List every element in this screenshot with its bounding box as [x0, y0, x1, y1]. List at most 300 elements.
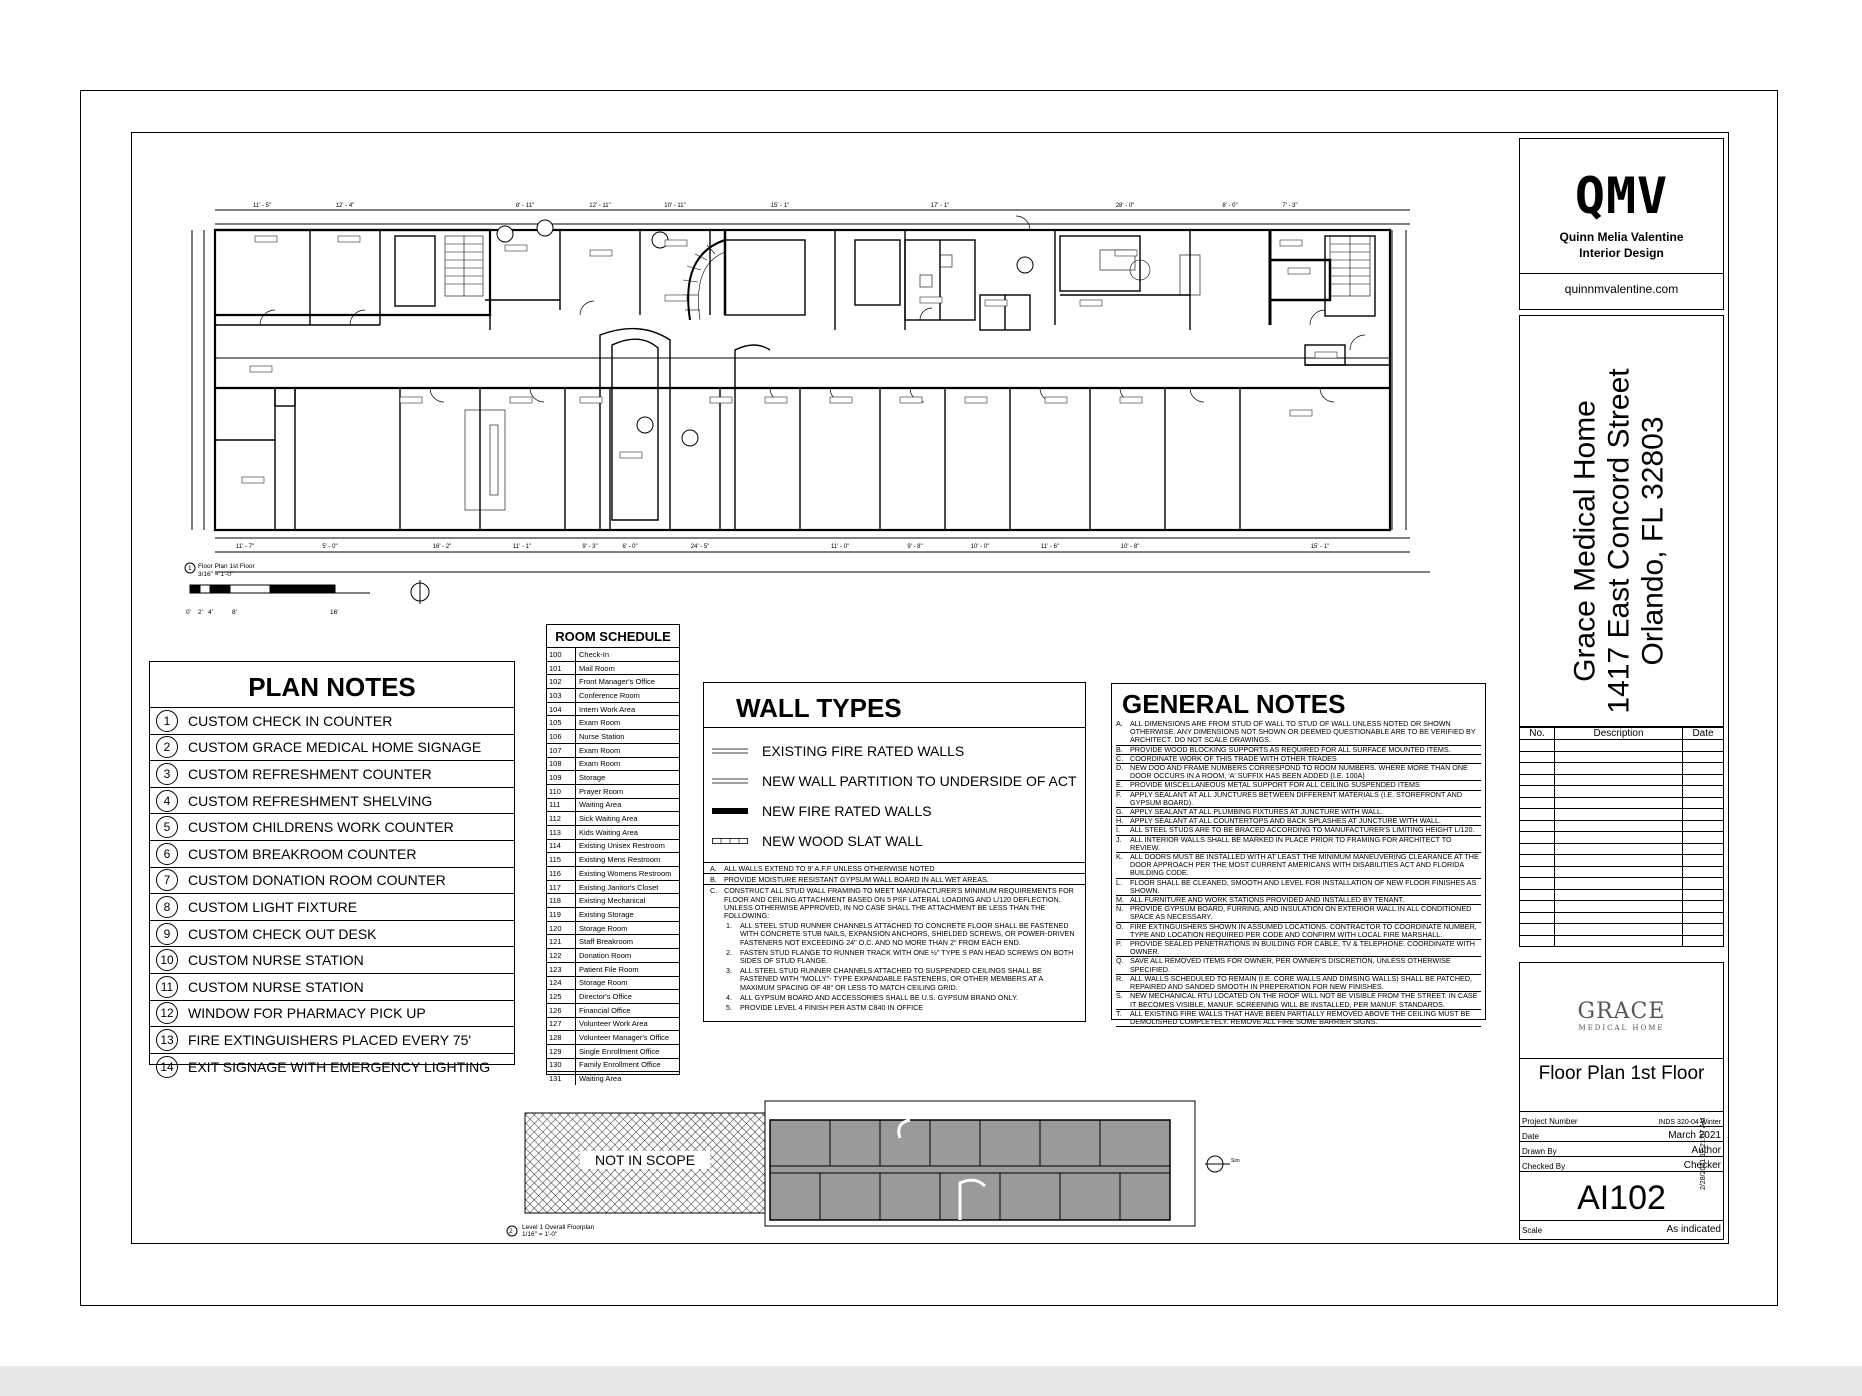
plan-note-row [150, 707, 514, 734]
general-note-letter: N. [1116, 904, 1124, 914]
general-note-text: FLOOR SHALL BE CLEANED, SMOOTH AND LEVEL FOR INSTALLATION OF NEW FLOOR FINISHES AS SHOWN. [1130, 877, 1477, 895]
general-note-text: PROVIDE GYPSUM BOARD, FURRING, AND INSULATION ON EXTERIOR WALL IN ALL CONDITIONED SPACE AS NECESSARY. [1130, 904, 1472, 922]
general-note [1116, 905, 1481, 922]
plan-note-number-icon: 9 [156, 923, 178, 945]
general-note-letter: H. [1116, 816, 1124, 826]
room-number: 130 [547, 1059, 576, 1072]
svg-text:16' - 2": 16' - 2" [432, 544, 452, 550]
floor-plan-1st-floor [180, 200, 1430, 620]
revision-row [1520, 832, 1724, 844]
general-note-text: APPLY SEALANT AT ALL COUNTERTOPS AND BACK SPLASHES AT JUNCTURE WITH WALL. [1130, 816, 1442, 826]
general-note-letter: A. [1116, 719, 1123, 728]
room-name: Staff Breakroom [579, 937, 634, 947]
wall-note-text: PROVIDE MOISTURE RESISTANT GYPSUM WALL BOARD IN ALL WET AREAS. [724, 875, 989, 885]
svg-text:10' - 11": 10' - 11" [664, 203, 686, 209]
svg-text:11' - 7": 11' - 7" [235, 544, 255, 550]
firm-logo: QMV [1574, 167, 1669, 225]
svg-text:7' - 3": 7' - 3" [1282, 203, 1298, 209]
room-schedule-row [547, 1071, 679, 1085]
general-note-letter: D. [1116, 763, 1124, 773]
revision-row [1520, 740, 1724, 752]
exterior-wall-west-top [215, 230, 490, 315]
wall-symbol-solid [712, 807, 748, 815]
plan-note-row [150, 1026, 514, 1053]
room-name: Donation Room [579, 950, 632, 960]
room-name: Existing Mens Restroom [579, 855, 661, 865]
svg-text:1: 1 [188, 565, 192, 572]
room-number: 124 [547, 977, 576, 990]
client-logo: GRACE [1577, 999, 1666, 1024]
general-note-letter: J. [1116, 834, 1122, 844]
room-number: 127 [547, 1018, 576, 1031]
wall-symbol-thin [712, 747, 748, 755]
room-name: Storage Room [579, 923, 628, 933]
svg-text:12' - 4": 12' - 4" [335, 203, 355, 209]
plan-note-text: CUSTOM GRACE MEDICAL HOME SIGNAGE [188, 739, 482, 756]
wall-note-letter: 2. [726, 947, 732, 957]
svg-text:3/16" = 1'-0": 3/16" = 1'-0" [198, 571, 234, 578]
sheet-info-block [1519, 1058, 1724, 1240]
plan-note-number-icon: 7 [156, 869, 178, 891]
firm-name-line2: Interior Design [1579, 246, 1664, 260]
general-note-text: ALL INTERIOR WALLS SHALL BE MARKED IN PLACE PRIOR TO FRAMING FOR ARCHITECT TO REVIEW. [1130, 834, 1452, 852]
room-schedule-row [547, 1058, 679, 1072]
room-schedule-row [547, 811, 679, 825]
general-note-letter: O. [1116, 921, 1124, 931]
room-number: 119 [547, 908, 576, 921]
plan-note-row [150, 787, 514, 814]
room-number: 107 [547, 744, 576, 757]
room-number: 126 [547, 1004, 576, 1017]
firm-website-row [1520, 273, 1723, 304]
room-schedule-row [547, 798, 679, 812]
room-schedule-row [547, 661, 679, 675]
plan-note-row [150, 946, 514, 973]
wall-note-letter: 1. [726, 921, 732, 931]
wall-note-letter: A. [710, 864, 717, 873]
general-note-letter: B. [1116, 744, 1123, 754]
svg-text:28' - 0": 28' - 0" [1115, 203, 1135, 209]
general-note-text: PROVIDE MISCELLANEOUS METAL SUPPORT FOR ALL CEILING SUSPENDED ITEMS [1130, 780, 1420, 790]
plan-note-number-icon: 13 [156, 1029, 178, 1051]
room-name: Existing Storage [579, 909, 634, 919]
wall-types-box [703, 682, 1086, 1022]
room-number: 111 [547, 799, 576, 812]
general-note-letter: F. [1116, 789, 1122, 799]
plan-note-number-icon: 10 [156, 949, 178, 971]
plan-note-number-icon: 6 [156, 843, 178, 865]
room-name: Volunteer Manager's Office [579, 1033, 670, 1043]
room-number: 101 [547, 662, 576, 675]
general-notes-title: GENERAL NOTES [1122, 689, 1346, 719]
wall-type-notes [704, 863, 1085, 1012]
wall-type-existing-fire-rated: EXISTING FIRE RATED WALLS [704, 736, 1085, 766]
wall-note-text: ALL STEEL STUD RUNNER CHANNELS ATTACHED TO CONCRETE FLOOR SHALL BE FASTENED WITH CONCRETE STUB NAILS, EXPANSION ANCHORS, SHIELDED SCREWS, OR POWER-DRIVEN FASTENERS NOT EXCEEDING 24" O.C. AND NO MORE THAN 2" FROM EACH END. [740, 921, 1075, 947]
room-number: 129 [547, 1045, 576, 1058]
general-note-text: FIRE EXTINGUISHERS SHOWN IN ASSUMED LOCATIONS. CONTRACTOR TO COORDINATE NUMBER, TYPE AND LOCATION REQUIRED PER CODE AND CONFIRM WITH LOCAL FIRE MARSHALL. [1130, 921, 1477, 939]
room-schedule-row [547, 770, 679, 784]
rev-header-date: Date [1683, 728, 1724, 740]
section-marker-ai002 [497, 226, 513, 242]
room-schedule-row [547, 688, 679, 702]
plan-note-number-icon: 4 [156, 790, 178, 812]
wall-note-text: ALL GYPSUM BOARD AND ACCESSORIES SHALL BE U.S. GYPSUM BRAND ONLY. [740, 992, 1018, 1002]
room-schedule-title: ROOM SCHEDULE [555, 629, 671, 644]
overall-plan-label: Level 1 Overall Floorplan [522, 1224, 595, 1231]
room-number: 109 [547, 771, 576, 784]
floor-plan-label: Floor Plan 1st Floor [198, 563, 255, 570]
room-schedule-row [547, 825, 679, 839]
general-note-letter: C. [1116, 753, 1124, 763]
room-schedule-row [547, 757, 679, 771]
general-note-text: PROVIDE WOOD BLOCKING SUPPORTS AS REQUIRED FOR ALL SURFACE MOUNTED ITEMS. [1130, 744, 1451, 754]
room-name: Sick Waiting Area [579, 814, 638, 824]
plan-note-text: FIRE EXTINGUISHERS PLACED EVERY 75' [188, 1031, 472, 1048]
room-name: Family Enrollment Office [579, 1060, 661, 1070]
general-note-text: ALL DOORS MUST BE INSTALLED WITH AT LEAST THE MINIMUM MANEUVERING CLEARANCE AT THE DOOR APPROACH PER THE MOST CURRENT AMERICANS WITH DISABILITIES ACT AND FLORIDA BUILDING CODE. [1130, 852, 1479, 878]
general-note-text: PROVIDE SEALED PENETRATIONS IN BUILDING FOR CABLE, TV & TELEPHONE. COORDINATE WITH OWNER. [1130, 939, 1475, 957]
plan-note-number-icon: 14 [156, 1056, 178, 1078]
room-number: 131 [547, 1072, 576, 1085]
room-schedule-row [547, 647, 679, 661]
revision-row [1520, 878, 1724, 890]
room-number: 115 [547, 853, 576, 866]
revision-row [1520, 855, 1724, 867]
wall-note-text: CONSTRUCT ALL STUD WALL FRAMING TO MEET MANUFACTURER'S MINIMUM REQUIREMENTS FOR FLOOR AND CEILING ATTACHMENT BASED ON 5 PSF LATERAL LOADING AND L/120 DEFLECTION. UNLESS OTHERWISE APPROVED, IN NO CASE SHALL THE ATTACHMENT BE LESS THAN THE FOLLOWING: [724, 886, 1074, 921]
general-note-letter: E. [1116, 780, 1123, 790]
room-number: 118 [547, 894, 576, 907]
room-name: Front Manager's Office [579, 677, 655, 687]
not-in-scope-label: NOT IN SCOPE [594, 1152, 696, 1168]
room-name: Existing Mechanical [579, 896, 646, 906]
general-note-letter: L. [1116, 877, 1122, 887]
room-number: 105 [547, 716, 576, 729]
plan-note-text: CUSTOM NURSE STATION [188, 952, 364, 969]
room-name: Existing Janitor's Closet [579, 882, 659, 892]
plan-note-text: WINDOW FOR PHARMACY PICK UP [188, 1005, 426, 1022]
svg-text:12' - 11": 12' - 11" [589, 203, 611, 209]
plan-notes-box [149, 661, 515, 1075]
wall-note-text: ALL WALLS EXTEND TO 9' A.F.F UNLESS OTHERWISE NOTED [724, 864, 935, 873]
project-name-vertical [1569, 368, 1671, 713]
viewer-bottom-strip [0, 1366, 1862, 1396]
room-name: Existing Unisex Restroom [579, 841, 665, 851]
plan-note-row [150, 920, 514, 947]
svg-text:16': 16' [330, 609, 339, 616]
svg-text:11' - 1": 11' - 1" [512, 544, 532, 550]
room-name: Conference Room [579, 690, 640, 700]
room-schedule-row [547, 1003, 679, 1017]
general-note-text: ALL STEEL STUDS ARE TO BE BRACED ACCORDING TO MANUFACTURER'S LIMITING HEIGHT L/120. [1130, 825, 1475, 835]
svg-text:15' - 1": 15' - 1" [770, 203, 790, 209]
wall-note-letter: B. [710, 875, 717, 885]
room-number: 116 [547, 867, 576, 880]
general-note [1116, 764, 1481, 781]
wall-note [704, 874, 1085, 885]
plan-note-text: CUSTOM BREAKROOM COUNTER [188, 845, 417, 862]
general-note-letter: M. [1116, 895, 1124, 905]
room-number: 103 [547, 689, 576, 702]
general-note [1116, 720, 1481, 746]
room-schedule-row [547, 1030, 679, 1044]
wall-note-text: PROVIDE LEVEL 4 FINISH PER ASTM C840 IN OFFICE [740, 1003, 924, 1013]
scale-row: Scale As indicated [1522, 1224, 1721, 1235]
plan-note-row [150, 1053, 514, 1080]
plan-note-text: EXIT SIGNAGE WITH EMERGENCY LIGHTING [188, 1058, 491, 1075]
plan-note-text: CUSTOM REFRESHMENT COUNTER [188, 765, 432, 782]
project-name: Grace Medical Home [1569, 400, 1602, 682]
room-number: 121 [547, 935, 576, 948]
svg-text:11' - 6": 11' - 6" [1040, 544, 1060, 550]
wall-note [704, 885, 1085, 920]
plan-note-row [150, 973, 514, 1000]
room-name: Volunteer Work Area [579, 1019, 648, 1029]
room-schedule-row [547, 702, 679, 716]
room-number: 128 [547, 1031, 576, 1044]
revisions-rows [1520, 740, 1724, 947]
svg-text:4': 4' [208, 609, 213, 616]
svg-text:10' - 0": 10' - 0" [970, 544, 990, 550]
general-note-text: COORDINATE WORK OF THIS TRADE WITH OTHER TRADES [1130, 753, 1337, 763]
wall-note-letter: 4. [726, 992, 732, 1002]
rev-header-description: Description [1555, 728, 1683, 740]
plan-note-row [150, 867, 514, 894]
room-number: 110 [547, 785, 576, 798]
svg-text:2': 2' [198, 609, 203, 616]
room-number: 112 [547, 812, 576, 825]
room-number: 117 [547, 881, 576, 894]
room-name: Exam Room [579, 718, 621, 728]
room-name: Intern Work Area [579, 704, 636, 714]
dim-top-1: 11' - 5" [252, 203, 272, 209]
firm-name-line1: Quinn Melia Valentine [1559, 230, 1684, 244]
svg-text:1/16" = 1'-0": 1/16" = 1'-0" [522, 1231, 558, 1238]
general-note [1116, 879, 1481, 896]
room-number: 123 [547, 963, 576, 976]
wall-symbol-slat [712, 837, 748, 845]
wall-note [704, 1002, 1085, 1012]
general-note [1116, 1010, 1481, 1027]
project-address: 1417 East Concord Street [1603, 368, 1636, 714]
room-name: Single Enrollment Office [579, 1046, 660, 1056]
room-number: 120 [547, 922, 576, 935]
room-schedule-row [547, 934, 679, 948]
general-notes-box [1111, 683, 1486, 1026]
plan-note-row [150, 893, 514, 920]
room-schedule-row [547, 839, 679, 853]
wall-note [704, 965, 1085, 992]
checked-by-row: Checked By Checker [1520, 1157, 1723, 1172]
sheet-number: AI102 [1520, 1172, 1723, 1221]
svg-text:24' - 5": 24' - 5" [690, 544, 710, 550]
svg-text:15' - 1": 15' - 1" [1310, 544, 1330, 550]
room-number: 104 [547, 703, 576, 716]
revision-row [1520, 843, 1724, 855]
general-note [1116, 923, 1481, 940]
general-note [1116, 975, 1481, 992]
room-name: Exam Room [579, 745, 621, 755]
room-schedule-row [547, 989, 679, 1003]
plan-note-text: CUSTOM CHECK OUT DESK [188, 925, 377, 942]
general-note-text: ALL DIMENSIONS ARE FROM STUD OF WALL TO STUD OF WALL UNLESS NOTED OR SHOWN OTHERWISE. ANY DIMENSIONS NOT SHOWN OR DEEMED QUESTIONABLE ARE TO BE VERIFIED BY ARCHITECT. DO NOT SCALE DRAWINGS. [1130, 719, 1476, 745]
revision-row [1520, 763, 1724, 775]
room-name: Kids Waiting Area [579, 827, 638, 837]
room-schedule-row [547, 893, 679, 907]
revisions-table [1519, 727, 1724, 947]
room-schedule-row [547, 1017, 679, 1031]
general-note [1116, 853, 1481, 879]
revision-row [1520, 889, 1724, 901]
plan-note-row [150, 734, 514, 761]
plan-note-text: CUSTOM CHECK IN COUNTER [188, 712, 393, 729]
general-note [1116, 957, 1481, 974]
plan-note-row [150, 760, 514, 787]
wall-note-letter: C. [710, 886, 718, 896]
plan-note-row [150, 1000, 514, 1027]
room-schedule-row [547, 880, 679, 894]
room-number: 102 [547, 675, 576, 688]
plan-note-number-icon: 12 [156, 1002, 178, 1024]
revision-row [1520, 809, 1724, 821]
room-name: Prayer Room [579, 786, 624, 796]
svg-text:2: 2 [509, 1228, 513, 1235]
general-note [1116, 992, 1481, 1009]
plan-notes-title: PLAN NOTES [248, 672, 416, 702]
wall-note [704, 920, 1085, 947]
room-schedule-row [547, 948, 679, 962]
plan-note-number-icon: 8 [156, 896, 178, 918]
svg-text:10' - 8": 10' - 8" [1120, 544, 1140, 550]
room-schedule-row [547, 921, 679, 935]
wall-type-wood-slat: NEW WOOD SLAT WALL [704, 826, 1085, 856]
date-row: Date March 2021 [1520, 1127, 1723, 1142]
svg-text:17' - 1": 17' - 1" [930, 203, 950, 209]
revisions-block [1519, 727, 1724, 959]
revision-row [1520, 786, 1724, 798]
sheet-title: Floor Plan 1st Floor [1520, 1059, 1723, 1112]
revision-row [1520, 820, 1724, 832]
rev-header-no: No. [1520, 728, 1555, 740]
wall-note [704, 863, 1085, 874]
svg-text:0': 0' [186, 609, 191, 616]
room-name: Nurse Station [579, 731, 625, 741]
plan-note-text: CUSTOM DONATION ROOM COUNTER [188, 872, 446, 889]
plan-note-number-icon: 1 [156, 710, 178, 732]
client-logo-block [1519, 962, 1724, 1059]
general-note [1116, 940, 1481, 957]
wall-note-letter: 5. [726, 1003, 732, 1013]
room-schedule-row [547, 962, 679, 976]
room-name: Check-In [579, 649, 610, 659]
room-schedule-row [547, 866, 679, 880]
general-note-letter: Q. [1116, 956, 1124, 966]
room-schedule-row [547, 674, 679, 688]
general-note-letter: T. [1116, 1008, 1122, 1018]
wall-note-text: ALL STEEL STUD RUNNER CHANNELS ATTACHED TO SUSPENDED CEILINGS SHALL BE FASTENED WITH "MOLLY"- TYPE EXPANDABLE FASTENERS, OR OTHER MEMBERS AT A MAXIMUM SPACING OF 48" OR LESS TO MATCH CEILING GRID. [740, 966, 1043, 992]
revision-row [1520, 912, 1724, 924]
sheet-date: March 2021 [1668, 1130, 1721, 1141]
room-name: Waiting Area [579, 800, 622, 810]
client-logo-subtitle: MEDICAL HOME [1578, 1024, 1665, 1032]
checked-by: Checker [1683, 1160, 1721, 1171]
room-name: Waiting Area [579, 1074, 622, 1084]
revision-row [1520, 866, 1724, 878]
room-schedule-row [547, 907, 679, 921]
room-schedule-row [547, 743, 679, 757]
project-city: Orlando, FL 32803 [1637, 416, 1670, 666]
general-note-letter: S. [1116, 991, 1123, 1001]
plan-note-text: CUSTOM CHILDRENS WORK COUNTER [188, 819, 454, 836]
plan-note-number-icon: 2 [156, 736, 178, 758]
plan-note-number-icon: 11 [156, 976, 178, 998]
general-note-letter: G. [1116, 807, 1124, 817]
general-note-text: APPLY SEALANT AT ALL PLUMBING FIXTURES AT JUNCTURE WITH WALL. [1130, 807, 1383, 817]
wall-note-letter: 3. [726, 966, 732, 976]
sheet-scale: As indicated [1666, 1224, 1721, 1235]
plan-notes-list [150, 707, 514, 1079]
wall-note-text: FASTEN STUD FLANGE TO RUNNER TRACK WITH ONE ½" TYPE S PAN HEAD SCREWS ON BOTH SIDES OF STUD FLANGE. [740, 947, 1074, 966]
room-number: 106 [547, 730, 576, 743]
wall-type-new-partition: NEW WALL PARTITION TO UNDERSIDE OF ACT [704, 766, 1085, 796]
general-note-text: APPLY SEALANT AT ALL JUNCTURES BETWEEN DIFFERENT MATERIALS (I.E. STOREFRONT AND GYPSUM BOARD). [1130, 789, 1463, 807]
general-note-text: NEW DOO AND FRAME NUMBERS CORRESPOND TO ROOM NUMBERS. WHERE MORE THAN ONE DOOR OCCURS IN A ROOM, 'A' SUFFIX HAS BEEN ADDED (I.E. 100A) [1130, 763, 1468, 781]
general-note-letter: P. [1116, 939, 1122, 949]
svg-text:9' - 8": 9' - 8" [907, 544, 923, 550]
general-note-text: NEW MECHANICAL RTU LOCATED ON THE ROOF WILL NOT BE VISIBLE FROM THE STREET. IN CASE IT BECOMES VISIBLE, MANUF. SCREENING WILL BE INSTALLED, PER MANUF. STANDARDS. [1130, 991, 1478, 1009]
plan-note-text: CUSTOM NURSE STATION [188, 978, 364, 995]
wall-types-title: WALL TYPES [704, 683, 1085, 728]
room-number: 108 [547, 758, 576, 771]
room-number: 114 [547, 840, 576, 853]
firm-website: quinnmvalentine.com [1564, 282, 1679, 296]
room-schedule-box [546, 624, 680, 1084]
room-schedule-row [547, 852, 679, 866]
revision-row [1520, 774, 1724, 786]
general-note-text: ALL EXISTING FIRE WALLS THAT HAVE BEEN PARTIALLY REMOVED ABOVE THE CEILING MUST BE DEMOLISHED COMPLETELY. REMOVE ALL FIRE SOME BARRIER SIGNS. [1130, 1008, 1471, 1026]
room-schedule-list [547, 647, 679, 1085]
general-note-text: ALL FURNITURE AND WORK STATIONS PROVIDED AND INSTALLED BY TENANT. [1130, 895, 1405, 905]
general-note-text: SAVE ALL REMOVED ITEMS FOR OWNER, PER OWNER'S DISCRETION, UNLESS OTHERWISE SPECIFIED. [1130, 956, 1451, 974]
drawn-by-row: Drawn By Author [1520, 1142, 1723, 1157]
level-1-overall-floorplan [500, 1098, 1260, 1238]
general-note [1116, 836, 1481, 853]
wall-note [704, 947, 1085, 965]
project-info-block [1519, 315, 1724, 727]
svg-text:11' - 0": 11' - 0" [830, 544, 850, 550]
room-name: Director's Office [579, 992, 632, 1002]
revision-row [1520, 901, 1724, 913]
room-schedule-row [547, 729, 679, 743]
room-name: Financial Office [579, 1005, 631, 1015]
print-timestamp: 2/28/2021 12:21:07 AM [1700, 1117, 1707, 1190]
project-number-row: Project Number INDS 320-04 Winter [1520, 1112, 1723, 1127]
room-name: Storage Room [579, 978, 628, 988]
room-name: Patient File Room [579, 964, 639, 974]
svg-text:8' - 0": 8' - 0" [1222, 203, 1238, 209]
plan-note-row [150, 840, 514, 867]
plan-note-number-icon: 3 [156, 763, 178, 785]
general-note-text: ALL WALLS SCHEDULED TO REMAIN (I.E. CORE WALLS AND DIMSING WALLS) SHALL BE PATCHED, REPAIRED AND SANDED SMOOTH IN PREPERATION FOR NEW FINISHES. [1130, 973, 1473, 992]
room-schedule-row [547, 715, 679, 729]
general-note-letter: I. [1116, 825, 1120, 835]
general-notes-list [1112, 720, 1485, 1027]
room-number: 113 [547, 826, 576, 839]
revision-row [1520, 751, 1724, 763]
room-number: 100 [547, 648, 576, 661]
room-name: Existing Womens Restroom [579, 868, 672, 878]
revision-row [1520, 797, 1724, 809]
revision-row [1520, 935, 1724, 947]
